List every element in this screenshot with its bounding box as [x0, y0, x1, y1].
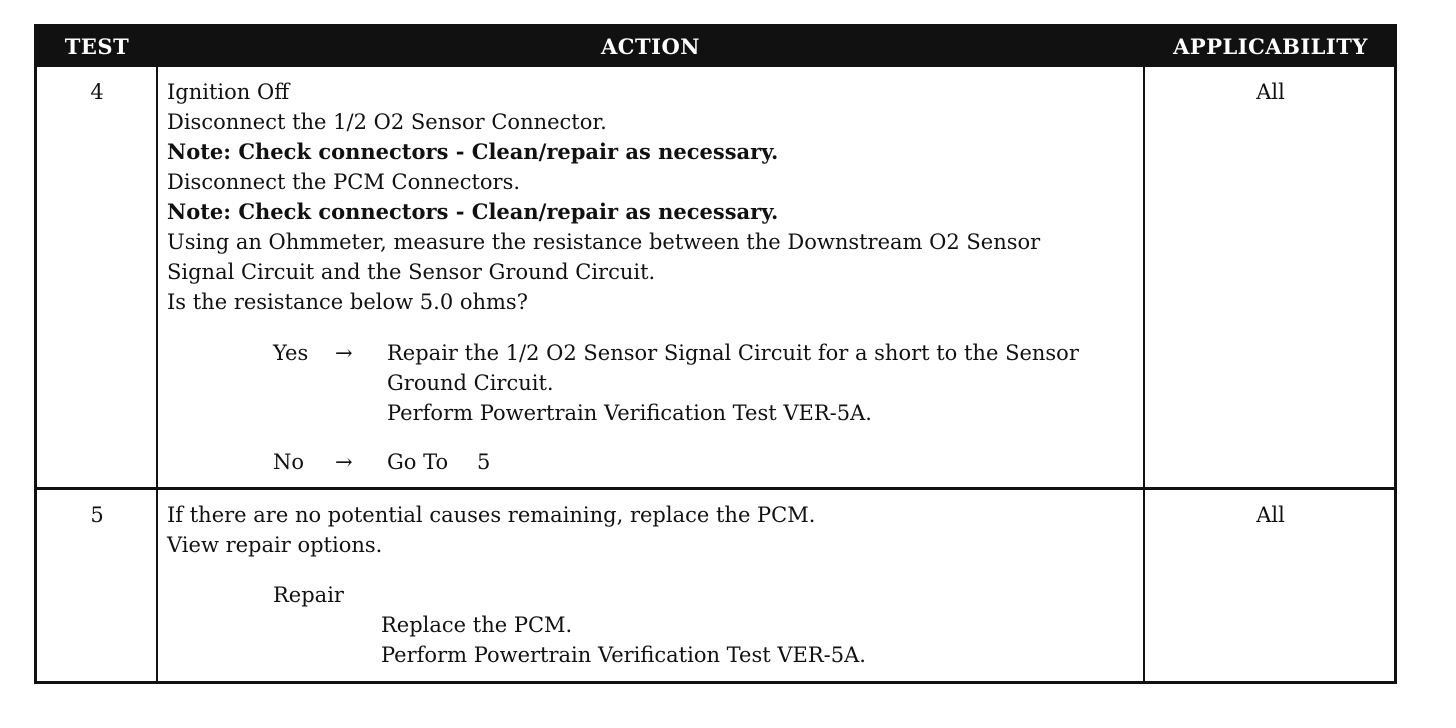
yes-result-line: Ground Circuit. — [387, 371, 554, 395]
action-text-5 — [167, 500, 815, 560]
action-line: Is the resistance below 5.0 ohms? — [167, 290, 528, 314]
yes-arrow-icon: → — [335, 341, 353, 365]
applicability-4: All — [1256, 80, 1285, 104]
action-line: Ignition Off — [167, 80, 290, 104]
action-text-4 — [167, 77, 1040, 317]
row-divider — [37, 487, 1394, 490]
action-note: Note: Check connectors - Clean/repair as necessary. — [167, 199, 779, 224]
action-line: If there are no potential causes remaining, replace the PCM. — [167, 503, 816, 527]
column-divider-1 — [156, 67, 158, 681]
column-divider-2 — [1143, 67, 1145, 681]
action-line: Disconnect the 1/2 O2 Sensor Connector. — [167, 110, 607, 134]
action-line: Using an Ohmmeter, measure the resistance between the Downstream O2 Sensor — [167, 230, 1041, 254]
header-action: ACTION — [601, 34, 700, 59]
action-note: Note: Check connectors - Clean/repair as necessary. — [167, 139, 779, 164]
test-number-5: 5 — [90, 503, 104, 527]
no-label: No — [273, 450, 305, 474]
repair-step: Replace the PCM. — [381, 613, 573, 637]
yes-result-line: Repair the 1/2 O2 Sensor Signal Circuit for a short to the Sensor — [387, 341, 1079, 365]
diagnostic-table — [34, 24, 1397, 684]
yes-result — [387, 338, 1079, 428]
repair-steps — [381, 610, 866, 670]
header-test: TEST — [64, 34, 130, 59]
no-goto: Go To — [387, 450, 449, 474]
no-arrow-icon: → — [335, 450, 353, 474]
header-applicability: APPLICABILITY — [1173, 34, 1368, 59]
test-number-4: 4 — [90, 80, 104, 104]
repair-label: Repair — [273, 583, 344, 607]
action-line: Disconnect the PCM Connectors. — [167, 170, 521, 194]
no-goto-target: 5 — [477, 450, 491, 474]
yes-result-line: Perform Powertrain Verification Test VER-5A. — [387, 401, 872, 425]
yes-label: Yes — [273, 341, 309, 365]
applicability-5: All — [1256, 503, 1285, 527]
table-header — [37, 27, 1394, 67]
repair-step: Perform Powertrain Verification Test VER-5A. — [381, 643, 866, 667]
action-line: View repair options. — [167, 533, 383, 557]
action-line: Signal Circuit and the Sensor Ground Circuit. — [167, 260, 656, 284]
